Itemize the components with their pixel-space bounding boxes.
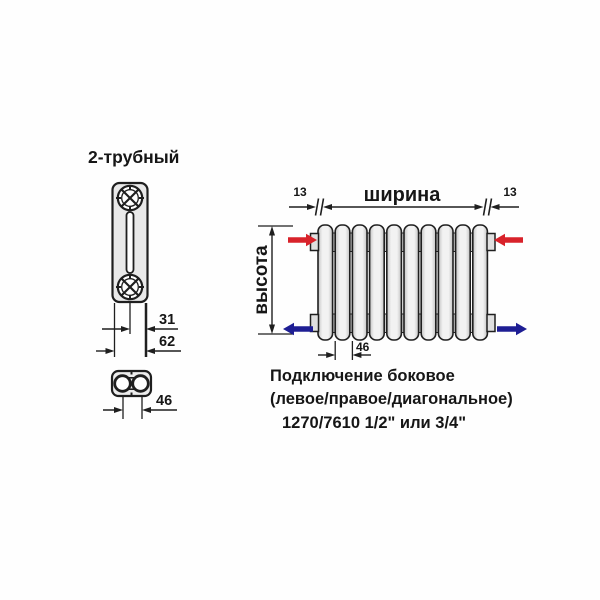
radiator-front-view (251, 184, 527, 360)
radiator-tube (421, 225, 436, 340)
radiator-tube (370, 225, 385, 340)
outlet-arrow-bottom-right (497, 323, 527, 335)
dim-width (289, 184, 519, 216)
radiator-tube (318, 225, 333, 340)
dim-tube-offset-value: 31 (159, 312, 176, 328)
dim-section-pitch (318, 340, 371, 360)
dim-section-pitch-value: 46 (356, 340, 370, 354)
right-offset-value: 13 (503, 185, 517, 199)
dim-depth-value: 62 (159, 334, 176, 350)
stub-bottom-right (487, 315, 495, 332)
dim-top-width-value: 46 (156, 393, 173, 409)
caption (270, 367, 513, 432)
radiator-tube (335, 225, 350, 340)
outlet-arrow-bottom-left (283, 323, 313, 335)
height-label: высота (251, 245, 272, 315)
left-offset-value: 13 (293, 185, 307, 199)
stub-top-right (487, 234, 495, 251)
radiator-tube (404, 225, 419, 340)
side-view-title: 2-трубный (88, 147, 180, 167)
dim-height (251, 226, 293, 334)
dim-depth (96, 334, 181, 354)
caption-line2: (левое/правое/диагональное) (270, 390, 513, 408)
dim-tube-offset (102, 312, 178, 332)
side-view-slot (127, 212, 134, 273)
caption-line3: 1270/7610 1/2" или 3/4" (282, 414, 467, 432)
caption-line1: Подключение боковое (270, 367, 455, 385)
inlet-arrow-top-right (494, 234, 523, 246)
radiator-tube (473, 225, 488, 340)
section-top-view (112, 371, 151, 396)
radiator-tube (456, 225, 471, 340)
width-label: ширина (363, 184, 441, 206)
radiator-tube (438, 225, 453, 340)
side-view-extension-lines (115, 303, 147, 357)
section-side-view (88, 147, 181, 419)
radiator-tube (352, 225, 367, 340)
radiator-tube (387, 225, 402, 340)
